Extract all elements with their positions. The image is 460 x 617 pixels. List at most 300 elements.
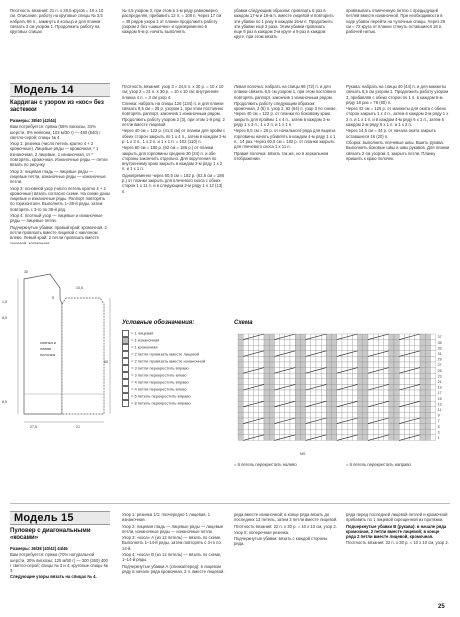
top-text-col4: провязывать отмеченную петлю с предыдущей петлей вместе изнаночной. При необходимости в ходе убавок перейти на чулочные спицы. Через 25 см = 72 круга от планки стянуть оставшиеся 18 п. рабочей нитью. bbox=[346, 8, 446, 35]
scheme-cell bbox=[420, 351, 425, 357]
scheme-cell bbox=[274, 373, 279, 379]
scheme-cell bbox=[254, 407, 259, 413]
scheme-cell bbox=[316, 424, 321, 430]
scheme-cell bbox=[394, 351, 399, 357]
scheme-cell bbox=[269, 390, 274, 396]
scheme-cell bbox=[326, 373, 331, 379]
scheme-cell bbox=[326, 356, 331, 362]
scheme-cell bbox=[420, 379, 425, 385]
scheme-cell bbox=[300, 351, 305, 357]
scheme-cell bbox=[254, 356, 259, 362]
scheme-cell bbox=[259, 429, 264, 435]
scheme-cell bbox=[326, 345, 331, 351]
scheme-cell bbox=[290, 424, 295, 430]
scheme-cell bbox=[300, 340, 305, 346]
scheme-cell bbox=[425, 351, 430, 357]
scheme-cell bbox=[321, 356, 326, 362]
scheme-cell bbox=[269, 340, 274, 346]
scheme-cell bbox=[399, 362, 404, 368]
scheme-cell bbox=[394, 345, 399, 351]
scheme-cell bbox=[404, 412, 409, 418]
model15-col4: ряда перед последней лицевой петлей и кромочной прибавить по 1 лицевой скрещенной из протяжки. Подчеркнутые убавки В (рукава): в начале ряда кромочная, 2 петли вместе лицевой; в конце ряда 2 петли вместе лицевой, кромочная. Плотность вязания: 22 п. x 30 р. = 10 x 10 см, узор 2. bbox=[346, 512, 449, 546]
legend-item: = 2 петли провязать вместе изнаночной bbox=[122, 358, 232, 365]
scheme-cell bbox=[373, 412, 378, 418]
scheme-cell bbox=[430, 345, 435, 351]
cross-right-3-symbol bbox=[122, 365, 129, 372]
scheme-cell bbox=[238, 435, 243, 441]
scheme-cell bbox=[326, 390, 331, 396]
scheme-cell bbox=[373, 407, 378, 413]
scheme-cell bbox=[332, 435, 337, 441]
scheme-cell bbox=[311, 356, 316, 362]
scheme-cell bbox=[295, 384, 300, 390]
scheme-cell bbox=[373, 396, 378, 402]
scheme-cell bbox=[254, 379, 259, 385]
scheme-cell bbox=[363, 401, 368, 407]
scheme-row-number: 19 bbox=[437, 385, 442, 390]
fig14-label-4: 8,5 bbox=[2, 316, 7, 320]
scheme-cell bbox=[425, 345, 430, 351]
scheme-cell bbox=[264, 412, 269, 418]
scheme-cell bbox=[358, 351, 363, 357]
scheme-cell bbox=[378, 390, 383, 396]
scheme-cell bbox=[420, 334, 425, 340]
scheme-cell bbox=[248, 379, 253, 385]
scheme-cell bbox=[259, 362, 264, 368]
scheme-cell bbox=[363, 396, 368, 402]
scheme-cell bbox=[254, 424, 259, 430]
scheme-cell bbox=[238, 379, 243, 385]
scheme-cell bbox=[332, 384, 337, 390]
scheme-cell bbox=[306, 340, 311, 346]
scheme-cell bbox=[285, 345, 290, 351]
scheme-cell bbox=[306, 396, 311, 402]
scheme-cell bbox=[316, 345, 321, 351]
scheme-cell bbox=[415, 362, 420, 368]
scheme-cell bbox=[378, 356, 383, 362]
scheme-cell bbox=[311, 424, 316, 430]
scheme-cell bbox=[358, 368, 363, 374]
scheme-cell bbox=[394, 412, 399, 418]
scheme-cell bbox=[326, 435, 331, 441]
scheme-cell bbox=[347, 345, 352, 351]
scheme-cell bbox=[300, 424, 305, 430]
scheme-cell bbox=[264, 379, 269, 385]
scheme-cell bbox=[347, 340, 352, 346]
scheme-cell bbox=[352, 396, 357, 402]
scheme-cell bbox=[347, 379, 352, 385]
scheme-cell bbox=[254, 396, 259, 402]
scheme-cell bbox=[394, 373, 399, 379]
scheme-cell bbox=[342, 407, 347, 413]
scheme-cell bbox=[326, 429, 331, 435]
scheme-cell bbox=[280, 373, 285, 379]
scheme-cell bbox=[363, 435, 368, 441]
cross-left-4-symbol bbox=[122, 386, 129, 393]
scheme-cell bbox=[415, 379, 420, 385]
scheme-cell bbox=[410, 340, 415, 346]
scheme-cell bbox=[394, 407, 399, 413]
scheme-cell bbox=[321, 424, 326, 430]
scheme-cell bbox=[300, 362, 305, 368]
scheme-cell bbox=[363, 424, 368, 430]
scheme-cell bbox=[368, 429, 373, 435]
scheme-cell bbox=[415, 429, 420, 435]
scheme-cell bbox=[394, 368, 399, 374]
scheme-cell bbox=[404, 340, 409, 346]
scheme-cell bbox=[378, 412, 383, 418]
scheme-cell bbox=[378, 373, 383, 379]
scheme-cell bbox=[420, 362, 425, 368]
scheme-cell bbox=[300, 429, 305, 435]
scheme-cell bbox=[264, 368, 269, 374]
scheme-cell bbox=[316, 340, 321, 346]
scheme-cell bbox=[316, 379, 321, 385]
scheme-cell bbox=[363, 368, 368, 374]
scheme-cell bbox=[295, 401, 300, 407]
scheme-cell bbox=[399, 412, 404, 418]
scheme-cell bbox=[410, 362, 415, 368]
model14-col2: Плотность вязания: узор 3 = 24,5 п. x 30 р. = 10 x 10 см; узор 2 = 21 п. x 30 р. = 10 x 10 см; внутренняя планка 4 п. = 3 см узор 4. Спинка: набрать на спицы 126 (134) п. и для планки связать 8,5 см = 26 р. узором 1, при этом постоянно повторять раппорт, закончив 1 изнаночным рядом. Продолжить работу узором 2 (3), при этом 1-й ряд: 2 петли вместе лицевой. Через 40 см = 122 р. (41,5 см) от планки для пройм с обеих сторон закрыть по 1 х 4 п., затем в каждом 2-м р. 1 х 3 п., 1 х 2 п. и 1 х 1 п. = 102 (110) п. Через 60 см = 180 р. (62 см = 186 р.) от планки закрыть для горловины средние 30 (34) п. и обе стороны закончить отдельно. Для округления по внутреннему краю закрыть в каждом 2-м ряду 1 х 2 п. и 1 х 1 п. Одновременно через 60,5 см = 182 р. (62,5 см = 188 р.) от планки закрыть для плечевого скоса с обеих сторон 1 х 11 п. и в следующем 2-м ряду 1 х 12 (13) п. bbox=[122, 84, 226, 194]
scheme-cell bbox=[295, 435, 300, 441]
scheme-cell bbox=[425, 396, 430, 402]
scheme-cell bbox=[238, 356, 243, 362]
scheme-cell bbox=[404, 345, 409, 351]
scheme-cell bbox=[285, 396, 290, 402]
scheme-cell bbox=[238, 418, 243, 424]
scheme-cell bbox=[264, 390, 269, 396]
scheme-cell bbox=[363, 373, 368, 379]
scheme-cell bbox=[430, 351, 435, 357]
scheme-cell bbox=[389, 418, 394, 424]
scheme-cell bbox=[420, 340, 425, 346]
fig14-label-7: 27,5 bbox=[30, 425, 37, 429]
scheme-cell bbox=[311, 412, 316, 418]
scheme-cell bbox=[274, 362, 279, 368]
scheme-cell bbox=[254, 362, 259, 368]
scheme-cell bbox=[243, 356, 248, 362]
scheme-cell bbox=[342, 396, 347, 402]
scheme-cell bbox=[306, 362, 311, 368]
scheme-cell bbox=[384, 424, 389, 430]
scheme-cell bbox=[363, 340, 368, 346]
scheme-cell bbox=[274, 390, 279, 396]
scheme-cell bbox=[321, 412, 326, 418]
scheme-cell bbox=[378, 345, 383, 351]
scheme-cell bbox=[269, 418, 274, 424]
legend-item: = 1 изнаночная bbox=[122, 337, 232, 344]
scheme-cell bbox=[306, 356, 311, 362]
scheme-cell bbox=[259, 379, 264, 385]
scheme-cell bbox=[321, 373, 326, 379]
scheme-cell bbox=[394, 390, 399, 396]
scheme-cell bbox=[378, 362, 383, 368]
scheme-cell bbox=[363, 356, 368, 362]
scheme-cell bbox=[285, 362, 290, 368]
scheme-cell bbox=[300, 401, 305, 407]
scheme-cell bbox=[269, 379, 274, 385]
scheme-cell bbox=[238, 340, 243, 346]
scheme-cell bbox=[269, 429, 274, 435]
scheme-cell bbox=[342, 424, 347, 430]
scheme-cell bbox=[389, 345, 394, 351]
scheme-cell bbox=[337, 345, 342, 351]
scheme-cell bbox=[352, 412, 357, 418]
scheme-cell bbox=[420, 429, 425, 435]
scheme-cell bbox=[311, 345, 316, 351]
scheme-cell bbox=[243, 379, 248, 385]
scheme-cell bbox=[368, 345, 373, 351]
scheme-cell bbox=[389, 340, 394, 346]
scheme-cell bbox=[337, 429, 342, 435]
scheme-cell bbox=[425, 373, 430, 379]
legend-item: = 4 петли перекрестить влево bbox=[122, 386, 232, 393]
scheme-cell bbox=[394, 334, 399, 340]
scheme-cell bbox=[285, 373, 290, 379]
scheme-cell bbox=[410, 412, 415, 418]
scheme-cell bbox=[410, 424, 415, 430]
scheme-cell bbox=[342, 429, 347, 435]
scheme-cell bbox=[332, 412, 337, 418]
scheme-cell bbox=[394, 396, 399, 402]
scheme-row-number: 21 bbox=[437, 380, 442, 384]
scheme-cell bbox=[342, 412, 347, 418]
scheme-cell bbox=[290, 356, 295, 362]
scheme-cell bbox=[264, 345, 269, 351]
scheme-cell bbox=[420, 407, 425, 413]
scheme-cell bbox=[248, 356, 253, 362]
scheme-cell bbox=[352, 429, 357, 435]
cross-right-8-symbol bbox=[122, 400, 129, 407]
scheme-cell bbox=[410, 390, 415, 396]
scheme-cell bbox=[306, 429, 311, 435]
scheme-cell bbox=[321, 362, 326, 368]
scheme-cell bbox=[352, 340, 357, 346]
scheme-cell bbox=[326, 418, 331, 424]
scheme-cell bbox=[430, 356, 435, 362]
fig14-label-3: 1,5 bbox=[2, 300, 7, 304]
scheme-cell bbox=[368, 356, 373, 362]
scheme-cell bbox=[420, 345, 425, 351]
scheme-cell bbox=[363, 412, 368, 418]
scheme-grid bbox=[234, 330, 452, 450]
scheme-cell bbox=[342, 345, 347, 351]
scheme-cells bbox=[238, 334, 436, 440]
scheme-cell bbox=[358, 401, 363, 407]
scheme-cell bbox=[300, 435, 305, 441]
scheme-cell bbox=[399, 396, 404, 402]
scheme-cell bbox=[254, 373, 259, 379]
scheme-cell bbox=[274, 407, 279, 413]
scheme-cell bbox=[384, 362, 389, 368]
svg-text:полочка: полочка bbox=[40, 352, 55, 357]
scheme-row-number: 29 bbox=[437, 357, 442, 362]
scheme-cell bbox=[347, 373, 352, 379]
scheme-cell bbox=[259, 412, 264, 418]
scheme-cell bbox=[378, 407, 383, 413]
scheme-cell bbox=[295, 351, 300, 357]
scheme-cell bbox=[404, 407, 409, 413]
scheme-row-number: 9 bbox=[437, 413, 440, 418]
scheme-cell bbox=[311, 407, 316, 413]
scheme-cell bbox=[269, 407, 274, 413]
scheme-cell bbox=[430, 412, 435, 418]
scheme-cell bbox=[420, 368, 425, 374]
scheme-cell bbox=[347, 407, 352, 413]
scheme-cell bbox=[264, 340, 269, 346]
scheme-cell bbox=[248, 407, 253, 413]
page-number: 25 bbox=[438, 604, 445, 610]
scheme-cell bbox=[358, 356, 363, 362]
scheme-cell bbox=[332, 379, 337, 385]
scheme-cell bbox=[238, 368, 243, 374]
scheme-cell bbox=[425, 435, 430, 441]
scheme-cell bbox=[316, 356, 321, 362]
scheme-cell bbox=[280, 362, 285, 368]
scheme-row-number: 35 bbox=[437, 340, 442, 345]
scheme-cell bbox=[389, 401, 394, 407]
scheme-title: Схема bbox=[234, 320, 253, 326]
scheme-cell bbox=[425, 401, 430, 407]
scheme-cell bbox=[290, 412, 295, 418]
scheme-cell bbox=[358, 390, 363, 396]
scheme-cell bbox=[248, 429, 253, 435]
scheme-cell bbox=[326, 424, 331, 430]
scheme-cell bbox=[420, 435, 425, 441]
scheme-cell bbox=[332, 429, 337, 435]
scheme-cell bbox=[295, 362, 300, 368]
scheme-cell bbox=[384, 356, 389, 362]
scheme-cell bbox=[404, 424, 409, 430]
scheme-row-number: 33 bbox=[437, 346, 442, 351]
scheme-cell bbox=[326, 401, 331, 407]
scheme-cell bbox=[430, 418, 435, 424]
scheme-cell bbox=[337, 379, 342, 385]
scheme-cell bbox=[254, 345, 259, 351]
scheme-cell bbox=[368, 362, 373, 368]
scheme-cell bbox=[425, 418, 430, 424]
scheme-cell bbox=[295, 390, 300, 396]
scheme-cell bbox=[399, 429, 404, 435]
scheme-cell bbox=[358, 334, 363, 340]
scheme-row-number: 25 bbox=[437, 368, 442, 373]
scheme-cell bbox=[384, 429, 389, 435]
scheme-cell bbox=[430, 379, 435, 385]
scheme-cell bbox=[321, 390, 326, 396]
scheme-cell bbox=[415, 407, 420, 413]
scheme-cell bbox=[337, 407, 342, 413]
scheme-cell bbox=[316, 390, 321, 396]
scheme-cell bbox=[425, 368, 430, 374]
scheme-cell bbox=[337, 356, 342, 362]
scheme-cell bbox=[321, 340, 326, 346]
scheme-row-number: 27 bbox=[437, 363, 442, 368]
scheme-cell bbox=[264, 351, 269, 357]
model14-col1: Размеры: 38/40 (42/44) Вам потребуется: пряжа (58% вискозы, 34% шерсти, 8% нейлона; 102 м/30 г) — 480 (540) г светло-серой; спицы № 4. Узор 1: резинка (число петель кратно 4 + 2 кромочные). Лицевые ряды — кромочная, * 1 изнаночная, 2 лицевые, 1 изнаночная, от * повторять, кромочная. Изнаночные ряды — петли вязать по рисунку. Узор 2: лицевая гладь — лицевые ряды — лицевые петли, изнаночные ряды — изнаночные петли. Узор 3: основной узор (число петель кратно 4 + 2 кромочные) вязать согласно схеме. На схеме даны лицевые и изнаночные ряды. Раппорт повторять по горизонтали. Выполнять 1–38-й ряды, затем повторять с 3-го по 38-й ряд. Узор 4: плотный узор — лицевые и изнаночные ряды — лицевые петли. Подчеркнутые убавки: правый край: кромочная, 2 петли провязать вместе лицевой с наклоном влево. Левый край: 2 петли провязать вместе bbox=[10, 118, 110, 241]
scheme-cell bbox=[332, 356, 337, 362]
scheme-cell bbox=[280, 390, 285, 396]
scheme-cell bbox=[326, 379, 331, 385]
legend-item: = 8 петель перекрестить вправо bbox=[122, 400, 232, 407]
cross-right-6-symbol bbox=[122, 393, 129, 400]
scheme-cell bbox=[410, 396, 415, 402]
scheme-cell bbox=[394, 401, 399, 407]
scheme-cell bbox=[420, 356, 425, 362]
scheme-cell bbox=[415, 340, 420, 346]
scheme-cell bbox=[300, 334, 305, 340]
scheme-cell bbox=[430, 435, 435, 441]
scheme-cell bbox=[332, 407, 337, 413]
scheme-caption-right: = 6 петель перекрестить направо bbox=[346, 462, 411, 467]
scheme-cell bbox=[295, 356, 300, 362]
scheme-cell bbox=[248, 396, 253, 402]
scheme-cell bbox=[280, 407, 285, 413]
scheme-cell bbox=[306, 424, 311, 430]
scheme-cell bbox=[311, 340, 316, 346]
scheme-cell bbox=[326, 412, 331, 418]
scheme-row-number: 31 bbox=[437, 352, 442, 356]
edge-symbol bbox=[122, 344, 129, 351]
scheme-cell bbox=[326, 351, 331, 357]
scheme-cell bbox=[363, 384, 368, 390]
scheme-cell bbox=[300, 412, 305, 418]
scheme-cell bbox=[358, 379, 363, 385]
scheme-cell bbox=[368, 379, 373, 385]
scheme-cell bbox=[358, 384, 363, 390]
model15-col2: Узор 1: резинка 1/1: поочередно 1 лицевая, 1 изнаночная. Узор 2: лицевая гладь — лицевые ряды — лицевые петли, изнаночные ряды — изнаночные петли. Узор 3: «коса» А (из 12 петель) — вязать по схеме. Выполнять 1–14-й ряды, затем повторять с 3-го по 14-й. Узор 4: «коса» В (из 12 петель) — вязать по схеме, 1–14-й ряды. Подчеркнутые убавки А (спинка/перед): в лицевом ряду в начале ряда кромочная, 2 п. вместе лицевой. bbox=[122, 512, 225, 574]
model14-schematic bbox=[10, 244, 120, 444]
scheme-cell bbox=[415, 412, 420, 418]
scheme-cell bbox=[399, 340, 404, 346]
scheme-cell bbox=[347, 362, 352, 368]
scheme-cell bbox=[274, 412, 279, 418]
scheme-cell bbox=[321, 345, 326, 351]
scheme-cell bbox=[295, 368, 300, 374]
scheme-cell bbox=[425, 340, 430, 346]
scheme-row-number: 3 bbox=[437, 430, 440, 435]
scheme-cell bbox=[337, 396, 342, 402]
scheme-cell bbox=[415, 390, 420, 396]
scheme-cell bbox=[389, 368, 394, 374]
scheme-cell bbox=[373, 379, 378, 385]
svg-text:спинка и: спинка и bbox=[40, 340, 57, 345]
scheme-cell bbox=[342, 379, 347, 385]
scheme-cell bbox=[238, 429, 243, 435]
scheme-cell bbox=[404, 379, 409, 385]
scheme-cell bbox=[332, 351, 337, 357]
scheme-cell bbox=[352, 356, 357, 362]
scheme-cell bbox=[285, 356, 290, 362]
scheme-cell bbox=[280, 345, 285, 351]
scheme-cell bbox=[425, 362, 430, 368]
scheme-cell bbox=[264, 334, 269, 340]
scheme-cell bbox=[420, 384, 425, 390]
scheme-cell bbox=[389, 435, 394, 441]
scheme-cell bbox=[394, 418, 399, 424]
scheme-cell bbox=[420, 396, 425, 402]
scheme-cell bbox=[238, 345, 243, 351]
scheme-cell bbox=[321, 407, 326, 413]
scheme-cell bbox=[352, 390, 357, 396]
scheme-cell bbox=[248, 340, 253, 346]
scheme-cell bbox=[430, 390, 435, 396]
scheme-cell bbox=[358, 373, 363, 379]
scheme-cell bbox=[332, 334, 337, 340]
scheme-cell bbox=[410, 345, 415, 351]
scheme-cell bbox=[368, 396, 373, 402]
scheme-cell bbox=[280, 412, 285, 418]
scheme-cell bbox=[259, 407, 264, 413]
